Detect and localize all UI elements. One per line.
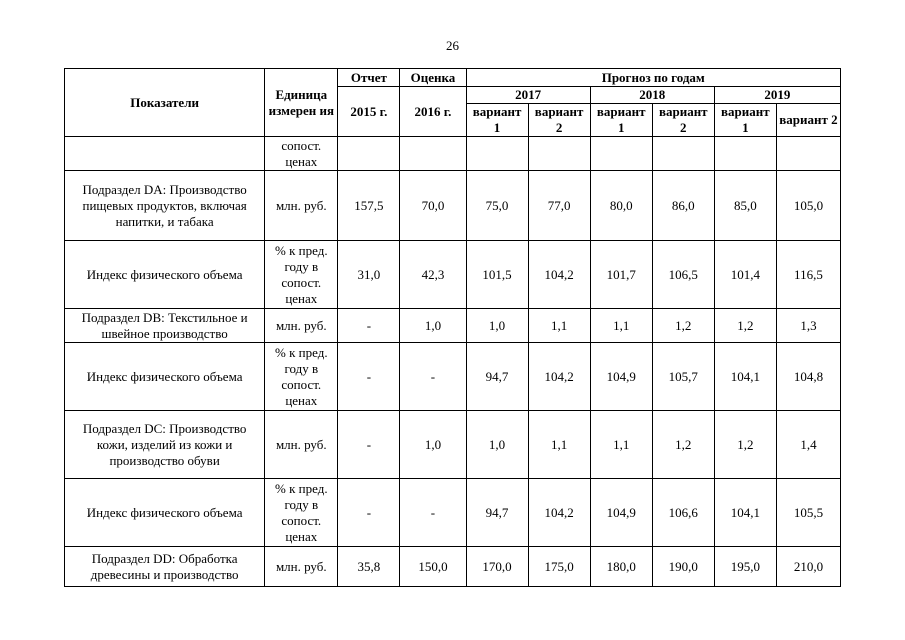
value-cell: 157,5 — [338, 171, 400, 241]
page-number: 26 — [446, 38, 459, 53]
unit-cell: млн. руб. — [265, 547, 338, 587]
value-cell: 116,5 — [776, 241, 840, 309]
indicator-cell: Подраздел DC: Производство кожи, изделий из кожи и производство обуви — [65, 411, 265, 479]
unit-cell: % к пред. году в сопост. ценах — [265, 479, 338, 547]
value-cell: 104,9 — [590, 479, 652, 547]
forecast-table — [64, 68, 841, 587]
value-cell: 35,8 — [338, 547, 400, 587]
indicator-cell: Индекс физического объема — [65, 479, 265, 547]
value-cell: - — [400, 343, 466, 411]
value-cell: 1,4 — [776, 411, 840, 479]
header-report-year: 2015 г. — [338, 87, 400, 137]
unit-cell: млн. руб. — [265, 171, 338, 241]
value-cell: 104,2 — [528, 241, 590, 309]
value-cell: 75,0 — [466, 171, 528, 241]
header-variant: вариант 1 — [466, 104, 528, 137]
table-body — [65, 137, 841, 587]
value-cell: 105,5 — [776, 479, 840, 547]
value-cell: 104,1 — [714, 343, 776, 411]
unit-cell: сопост. ценах — [265, 137, 338, 171]
value-cell: 1,2 — [714, 411, 776, 479]
value-cell: 1,0 — [400, 309, 466, 343]
value-cell: 1,1 — [590, 411, 652, 479]
indicator-cell: Подраздел DD: Обработка древесины и производство — [65, 547, 265, 587]
value-cell: 101,4 — [714, 241, 776, 309]
value-cell: 1,0 — [466, 411, 528, 479]
value-cell: 42,3 — [400, 241, 466, 309]
indicator-cell — [65, 137, 265, 171]
table-row — [65, 343, 841, 411]
value-cell: 104,1 — [714, 479, 776, 547]
header-indicator: Показатели — [65, 69, 265, 137]
table-row — [65, 547, 841, 587]
unit-cell: % к пред. году в сопост. ценах — [265, 343, 338, 411]
value-cell: 106,6 — [652, 479, 714, 547]
value-cell: 80,0 — [590, 171, 652, 241]
header-unit: Единица измерен ия — [265, 69, 338, 137]
header-variant: вариант 1 — [590, 104, 652, 137]
header-estimate-year: 2016 г. — [400, 87, 466, 137]
header-estimate: Оценка — [400, 69, 466, 87]
table-row — [65, 479, 841, 547]
unit-cell: млн. руб. — [265, 309, 338, 343]
value-cell: 104,9 — [590, 343, 652, 411]
value-cell: 190,0 — [652, 547, 714, 587]
value-cell: 94,7 — [466, 343, 528, 411]
value-cell: 104,2 — [528, 343, 590, 411]
value-cell — [652, 137, 714, 171]
indicator-cell: Индекс физического объема — [65, 241, 265, 309]
table-row — [65, 137, 841, 171]
value-cell: 104,8 — [776, 343, 840, 411]
value-cell: - — [338, 343, 400, 411]
value-cell: 70,0 — [400, 171, 466, 241]
indicator-cell: Подраздел DA: Производство пищевых продуктов, включая напитки, и табака — [65, 171, 265, 241]
value-cell: 1,2 — [652, 309, 714, 343]
value-cell: - — [400, 479, 466, 547]
value-cell — [590, 137, 652, 171]
value-cell: - — [338, 309, 400, 343]
value-cell: - — [338, 479, 400, 547]
value-cell: 105,0 — [776, 171, 840, 241]
table-row — [65, 411, 841, 479]
header-year-2018: 2018 — [590, 87, 714, 104]
value-cell: 1,2 — [652, 411, 714, 479]
value-cell: 94,7 — [466, 479, 528, 547]
value-cell — [714, 137, 776, 171]
header-forecast: Прогноз по годам — [466, 69, 841, 87]
unit-cell: % к пред. году в сопост. ценах — [265, 241, 338, 309]
header-year-2019: 2019 — [714, 87, 840, 104]
value-cell: 101,5 — [466, 241, 528, 309]
table-row — [65, 171, 841, 241]
value-cell — [466, 137, 528, 171]
value-cell — [400, 137, 466, 171]
value-cell: 101,7 — [590, 241, 652, 309]
value-cell: 1,1 — [590, 309, 652, 343]
value-cell: 77,0 — [528, 171, 590, 241]
value-cell: 150,0 — [400, 547, 466, 587]
value-cell: 105,7 — [652, 343, 714, 411]
value-cell: 1,1 — [528, 411, 590, 479]
value-cell: 104,2 — [528, 479, 590, 547]
value-cell: 86,0 — [652, 171, 714, 241]
value-cell: 195,0 — [714, 547, 776, 587]
table-row — [65, 241, 841, 309]
value-cell — [338, 137, 400, 171]
header-variant: вариант 2 — [652, 104, 714, 137]
value-cell: 106,5 — [652, 241, 714, 309]
header-variant: вариант 2 — [528, 104, 590, 137]
indicator-cell: Подраздел DB: Текстильное и швейное производство — [65, 309, 265, 343]
header-variant: вариант 2 — [776, 104, 840, 137]
table-row — [65, 309, 841, 343]
value-cell: 170,0 — [466, 547, 528, 587]
value-cell: 1,0 — [466, 309, 528, 343]
value-cell: 1,2 — [714, 309, 776, 343]
unit-cell: млн. руб. — [265, 411, 338, 479]
value-cell: 1,1 — [528, 309, 590, 343]
value-cell: 1,3 — [776, 309, 840, 343]
value-cell: 1,0 — [400, 411, 466, 479]
value-cell: 175,0 — [528, 547, 590, 587]
indicator-cell: Индекс физического объема — [65, 343, 265, 411]
header-report: Отчет — [338, 69, 400, 87]
value-cell: 31,0 — [338, 241, 400, 309]
value-cell — [528, 137, 590, 171]
table-header — [65, 69, 841, 137]
value-cell: 85,0 — [714, 171, 776, 241]
value-cell: - — [338, 411, 400, 479]
header-variant: вариант 1 — [714, 104, 776, 137]
value-cell: 180,0 — [590, 547, 652, 587]
value-cell: 210,0 — [776, 547, 840, 587]
value-cell — [776, 137, 840, 171]
header-year-2017: 2017 — [466, 87, 590, 104]
